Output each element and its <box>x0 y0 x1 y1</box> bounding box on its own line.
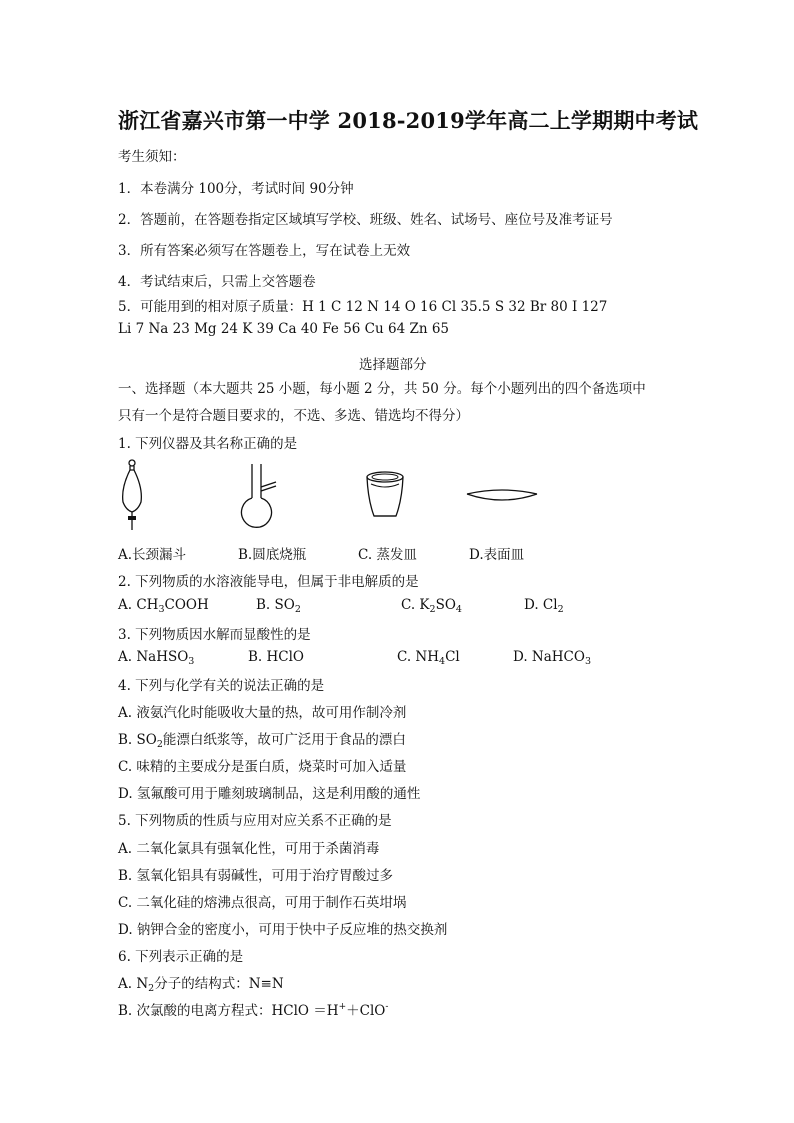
notice-item-1: 1．本卷满分 100分，考试时间 90分钟 <box>118 181 354 197</box>
q2-option-b: B. $SO_2$ <box>256 597 301 615</box>
q5-option-b: B. 氢氧化铝具有弱碱性，可用于治疗胃酸过多 <box>118 868 394 884</box>
notice-item-3: 3．所有答案必须写在答题卷上，写在试卷上无效 <box>118 243 411 259</box>
q3-stem: 3. 下列物质因水解而显酸性的是 <box>118 627 311 643</box>
notice-heading: 考生须知： <box>118 149 186 165</box>
q6-stem: 6. 下列表示正确的是 <box>118 949 244 965</box>
q2-option-c: C. $K_2SO_4$ <box>401 597 462 615</box>
q3-option-d: D. NaHCO$_3$ <box>513 649 592 667</box>
notice-item-2: 2．答题前，在答题卷指定区域填写学校、班级、姓名、试场号、座位号及准考证号 <box>118 212 613 228</box>
q1-option-a: A.长颈漏斗 <box>118 547 187 563</box>
notice-item-5-cont: Li 7 Na 23 Mg 24 K 39 Ca 40 Fe 56 Cu 64 Zn 65 <box>118 321 449 337</box>
q4-option-d: D. 氢氟酸可用于雕刻玻璃制品，这是利用酸的通性 <box>118 786 421 802</box>
q6-option-a: A. $N_2$分子的结构式：N≡N <box>118 976 284 994</box>
q2-option-d: D. $Cl_2$ <box>524 597 564 615</box>
q1-stem: 1. 下列仪器及其名称正确的是 <box>118 436 298 452</box>
notice-item-5: 5．可能用到的相对原子质量：H 1 C 12 N 14 O 16 Cl 35.5 S 32 Br 80 I 127 <box>118 299 608 315</box>
q2-option-a: A. $CH_3COOH$ <box>118 597 209 615</box>
q5-option-a: A. 二氧化氯具有强氧化性，可用于杀菌消毒 <box>118 841 380 857</box>
part1-line2: 只有一个是符合题目要求的，不选、多选、错选均不得分） <box>118 408 469 424</box>
q4-option-c: C. 味精的主要成分是蛋白质，烧菜时可加入适量 <box>118 759 407 775</box>
crucible-icon <box>362 470 408 522</box>
part1-line1: 一、选择题（本大题共 25 小题，每小题 2 分，共 50 分。每个小题列出的四个备选项中 <box>118 381 646 397</box>
q3-option-c: C. $NH_4Cl$ <box>397 649 460 667</box>
q5-option-d: D. 钠钾合金的密度小，可用于快中子反应堆的热交换剂 <box>118 922 448 938</box>
exam-title: 浙江省嘉兴市第一中学 2018-2019学年高二上学期期中考试 <box>118 108 699 133</box>
q2-stem: 2. 下列物质的水溶液能导电，但属于非电解质的是 <box>118 574 419 590</box>
q3-option-a: A. NaHSO$_3$ <box>118 649 195 667</box>
q5-option-c: C. 二氧化硅的熔沸点很高，可用于制作石英坩埚 <box>118 895 407 911</box>
q6-option-b: B. 次氯酸的电离方程式：HClO ＝H+＋ClO- <box>118 1002 389 1019</box>
notice-item-4: 4．考试结束后，只需上交答题卷 <box>118 274 316 290</box>
q4-option-a: A. 液氨汽化时能吸收大量的热，故可用作制冷剂 <box>118 705 407 721</box>
q3-option-b: B. HClO <box>248 649 304 665</box>
separatory-funnel-icon <box>112 458 152 532</box>
q5-stem: 5. 下列物质的性质与应用对应关系不正确的是 <box>118 813 392 829</box>
watch-glass-icon <box>464 484 540 506</box>
q1-option-c: C. 蒸发皿 <box>358 547 417 563</box>
q4-option-b: B. $SO_2$能漂白纸浆等，故可广泛用于食品的漂白 <box>118 732 406 750</box>
section-title: 选择题部分 <box>359 357 427 373</box>
q4-stem: 4. 下列与化学有关的说法正确的是 <box>118 678 325 694</box>
flask-icon <box>236 462 282 532</box>
q1-option-b: B.圆底烧瓶 <box>238 547 307 563</box>
q1-option-d: D.表面皿 <box>469 547 525 563</box>
